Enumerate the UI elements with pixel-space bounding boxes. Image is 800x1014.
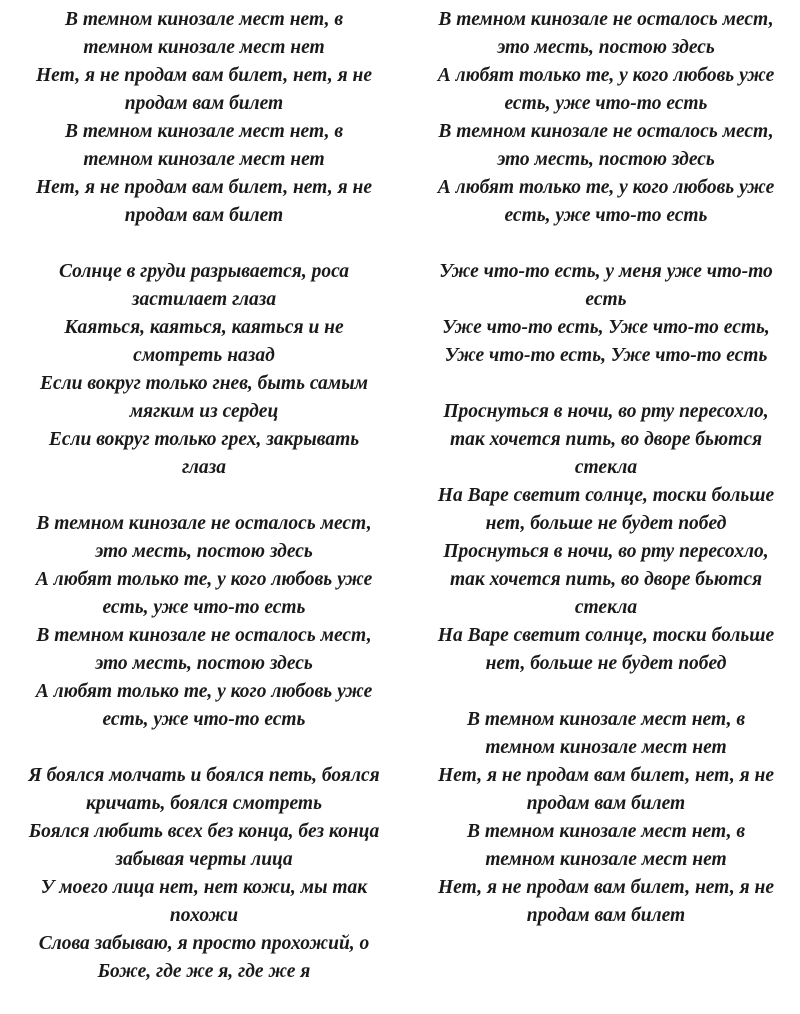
right-stanza-4: [400, 706, 800, 930]
lyric-line: В темном кинозале не осталось мест,: [36, 513, 372, 534]
lyric-line: Нет, я не продам вам билет, нет, я не: [36, 177, 372, 198]
lyric-line: так хочется пить, во дворе бьются: [449, 569, 763, 590]
right-stanza-3: [400, 398, 800, 678]
left-stanza-2: [0, 258, 400, 482]
lyric-line: темном кинозале мест нет: [485, 737, 727, 758]
lyric-line: На Варе светит солнце, тоски больше: [437, 485, 775, 506]
lyric-line: Уже что-то есть, Уже что-то есть: [444, 345, 768, 366]
lyric-line: Нет, я не продам вам билет, нет, я не: [438, 877, 774, 898]
lyric-line: Проснуться в ночи, во рту пересохло,: [443, 401, 769, 422]
lyric-line: Уже что-то есть, Уже что-то есть,: [442, 317, 770, 338]
lyric-line: кричать, боялся смотреть: [85, 793, 323, 814]
lyric-line: А любят только те, у кого любовь уже: [35, 569, 373, 590]
lyric-line: Боялся любить всех без конца, без конца: [28, 821, 380, 842]
lyric-line: темном кинозале мест нет: [83, 149, 325, 170]
lyric-line: застилает глаза: [131, 289, 277, 310]
lyric-line: На Варе светит солнце, тоски больше: [437, 625, 775, 646]
lyric-line: В темном кинозале не осталось мест,: [438, 9, 774, 30]
lyric-line: темном кинозале мест нет: [485, 849, 727, 870]
lyric-line: А любят только те, у кого любовь уже: [35, 681, 373, 702]
lyric-line: Я боялся молчать и боялся петь, боялся: [28, 765, 380, 786]
lyric-line: В темном кинозале не осталось мест,: [438, 121, 774, 142]
left-stanza-3: [0, 510, 400, 734]
lyric-line: Боже, где же я, где же я: [97, 961, 311, 982]
lyric-line: глаза: [181, 457, 227, 478]
right-column: [400, 6, 800, 958]
lyric-line: мягким из сердец: [129, 401, 279, 422]
lyric-line: смотреть назад: [133, 345, 275, 366]
lyric-line: Если вокруг только гнев, быть самым: [39, 373, 369, 394]
lyric-line: В темном кинозале мест нет, в: [64, 9, 344, 30]
left-stanza-1: [0, 6, 400, 230]
lyric-line: забывая черты лица: [115, 849, 293, 870]
right-stanza-2: [400, 258, 800, 370]
lyric-line: Если вокруг только грех, закрывать: [48, 429, 360, 450]
lyric-line: есть, уже что-то есть: [102, 597, 306, 618]
lyric-line: продам вам билет: [124, 205, 284, 226]
lyric-line: это месть, постою здесь: [95, 541, 313, 562]
lyric-line: В темном кинозале мест нет, в: [64, 121, 344, 142]
lyric-line: Проснуться в ночи, во рту пересохло,: [443, 541, 769, 562]
lyric-line: темном кинозале мест нет: [83, 37, 325, 58]
lyric-line: Слова забываю, я просто прохожий, о: [38, 933, 370, 954]
left-stanza-4: [0, 762, 400, 986]
lyric-line: продам вам билет: [124, 93, 284, 114]
lyric-line: Нет, я не продам вам билет, нет, я не: [438, 765, 774, 786]
right-stanza-1: [400, 6, 800, 230]
lyric-line: есть: [585, 289, 627, 310]
lyric-line: А любят только те, у кого любовь уже: [437, 177, 775, 198]
lyric-line: В темном кинозале мест нет, в: [466, 821, 746, 842]
lyric-line: есть, уже что-то есть: [504, 93, 708, 114]
lyric-line: В темном кинозале не осталось мест,: [36, 625, 372, 646]
lyric-line: нет, больше не будет побед: [485, 513, 727, 534]
lyric-line: есть, уже что-то есть: [504, 205, 708, 226]
left-column: [0, 6, 400, 1014]
lyric-line: У моего лица нет, нет кожи, мы так: [40, 877, 368, 898]
lyric-line: Нет, я не продам вам билет, нет, я не: [36, 65, 372, 86]
lyric-line: это месть, постою здесь: [497, 37, 715, 58]
lyric-line: стекла: [574, 597, 638, 618]
lyric-line: В темном кинозале мест нет, в: [466, 709, 746, 730]
lyric-line: А любят только те, у кого любовь уже: [437, 65, 775, 86]
lyric-line: Уже что-то есть, у меня уже что-то: [439, 261, 773, 282]
lyric-line: это месть, постою здесь: [95, 653, 313, 674]
lyric-line: есть, уже что-то есть: [102, 709, 306, 730]
lyric-line: нет, больше не будет побед: [485, 653, 727, 674]
lyric-line: стекла: [574, 457, 638, 478]
lyric-line: Солнце в груди разрывается, роса: [58, 261, 349, 282]
lyric-line: продам вам билет: [526, 793, 686, 814]
lyric-line: так хочется пить, во дворе бьются: [449, 429, 763, 450]
lyric-line: это месть, постою здесь: [497, 149, 715, 170]
lyric-line: похожи: [169, 905, 239, 926]
lyric-line: Каяться, каяться, каяться и не: [64, 317, 344, 338]
lyric-line: продам вам билет: [526, 905, 686, 926]
